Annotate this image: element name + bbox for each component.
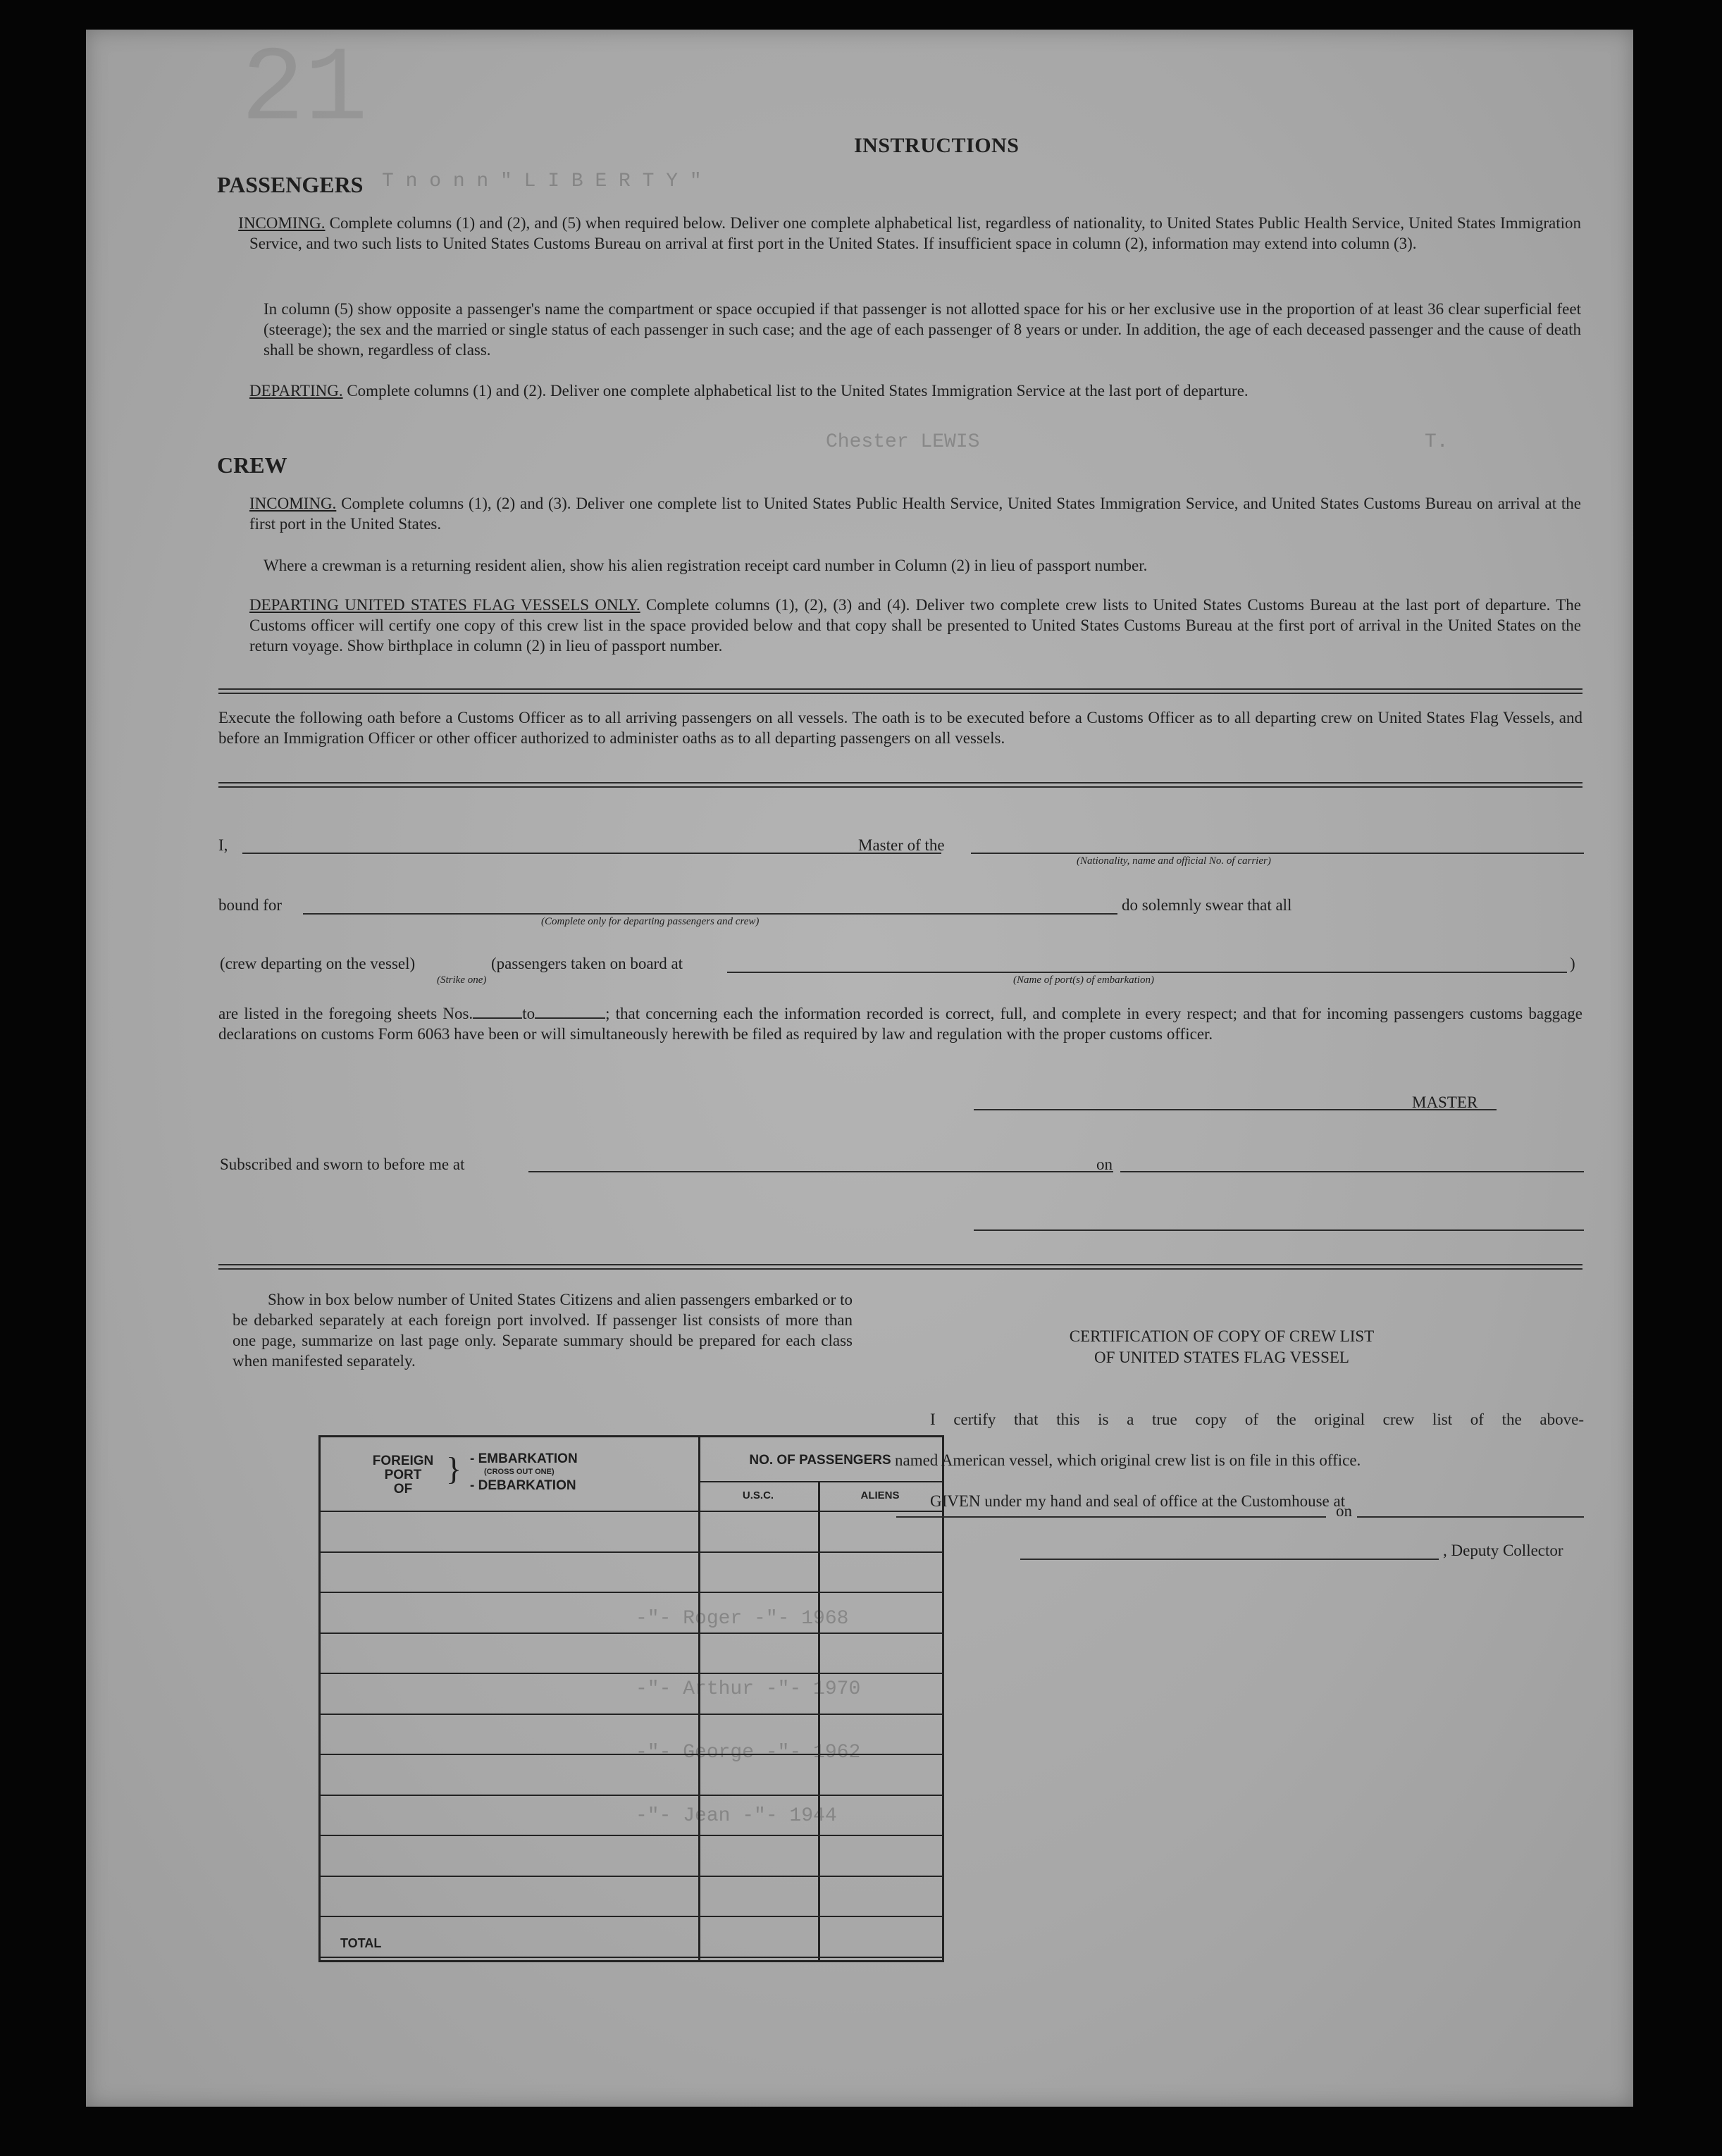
master-label: MASTER [1412,1094,1478,1111]
bleed-through-text: T n o n n " L I B E R T Y " [382,171,702,192]
page-title: INSTRUCTIONS [854,134,1020,157]
certification-date-field[interactable] [1357,1516,1584,1518]
sheets-text: ; that concerning each the information recorded is correct, full, and complete in every respect; and that for incoming passengers customs baggage declarations on customs Form 6063 have been or will simultaneously herewith be filed as required by law and regulation with the proper customs officer. [218,1005,1582,1043]
certification-text-2: named American vessel, which original crew list is on file in this office. [895,1451,1361,1469]
ports-caption: (Name of port(s) of embarkation) [1013,974,1154,986]
table-row-line [321,1916,942,1917]
table-row-line [321,1551,942,1553]
table-header-line [321,1511,942,1512]
passengers-departing-label: DEPARTING. [249,382,343,399]
passenger-summary-table [318,1435,944,1962]
deputy-collector-label: , Deputy Collector [1443,1542,1563,1559]
crew-departing-label: DEPARTING UNITED STATES FLAG VESSELS ONLY. [249,596,640,614]
bleed-through-text: 21 [241,31,368,151]
foreign-port-header [364,1454,442,1497]
table-column-divider [698,1437,700,1960]
embarkation-option[interactable]: - EMBARKATION [470,1451,578,1466]
debarkation-option[interactable]: - DEBARKATION [470,1478,576,1493]
bound-for-label: bound for [218,896,283,914]
destination-field[interactable] [303,913,1117,915]
crew-incoming-label: INCOMING. [249,495,337,512]
officer-signature-field[interactable] [974,1229,1584,1231]
aliens-header: ALIENS [860,1489,900,1501]
table-row-line [321,1835,942,1836]
customhouse-field[interactable] [896,1516,1326,1518]
bleed-through-text: -"- George -"- 1962 [636,1742,861,1764]
passengers-column5-text: In column (5) show opposite a passenger's name the compartment or space occupied if that passenger is not allotted space for his or her exclusive use in the proportion of at least 36 clear superficial feet (steerage); the sex and the married or single status of each passenger in such case; and the age of each passenger of 8 years or under. In addition, the age of each deceased passenger and the cause of death shall be shown, regardless of class. [264,300,1581,359]
carrier-caption: (Nationality, name and official No. of carrier) [1077,855,1271,867]
solemnly-swear-label: do solemnly swear that all [1122,896,1292,914]
sworn-date-field[interactable] [1120,1171,1584,1172]
crew-resident-text: Where a crewman is a returning resident alien, show his alien registration receipt card number in Column (2) in lieu of passport number. [264,557,1148,574]
strike-caption: (Strike one) [437,974,487,986]
cross-out-caption: (CROSS OUT ONE) [484,1468,555,1476]
certification-on-label: on [1336,1502,1352,1520]
sheets-paragraph [218,1003,1582,1044]
sheet-to-field[interactable] [535,1005,605,1019]
carrier-field[interactable] [971,853,1584,854]
passengers-incoming-text: Complete columns (1) and (2), and (5) when required below. Deliver one complete alphabetical list, regardless of nationality, to United States Public Health Service, United States Immigration Service, and two such lists to United States Customs Bureau on arrival at first port in the United States. If insufficient space in column (2), information may extend into column (3). [249,214,1582,252]
crew-incoming-text: Complete columns (1), (2) and (3). Deliver one complete list to United States Public Health Service, United States Immigration Service, and United States Customs Bureau on arrival at the first port in the United States. [249,495,1582,533]
crew-incoming-paragraph [249,493,1581,534]
crew-heading: CREW [217,452,287,478]
total-label: TOTAL [340,1936,382,1950]
no-of-passengers-header: NO. OF PASSENGERS [749,1453,891,1468]
subscribed-label: Subscribed and sworn to before me at [220,1156,465,1173]
divider [218,688,1582,694]
master-name-field[interactable] [242,853,941,854]
table-row-line [321,1673,942,1674]
document-page [86,30,1633,2107]
master-of-label: Master of the [858,836,945,854]
sheet-from-field[interactable] [473,1005,522,1019]
deputy-signature-field[interactable] [1020,1559,1439,1560]
certification-heading-line1: CERTIFICATION OF COPY OF CREW LIST [1069,1327,1375,1345]
table-row-line [321,1633,942,1634]
divider [218,1264,1582,1270]
table-column-divider [818,1481,820,1960]
certification-given: GIVEN under my hand and seal of office at the Customhouse at [930,1492,1346,1510]
usc-header: U.S.C. [742,1489,774,1501]
certification-heading-line2: OF UNITED STATES FLAG VESSEL [1094,1349,1349,1366]
bound-caption: (Complete only for departing passengers and crew) [541,916,760,927]
oath-i-label: I, [218,836,228,854]
oath-intro: Execute the following oath before a Customs Officer as to all arriving passengers on all vessels. The oath is to be executed before a Customs Officer as to all departing crew on United States Flag Vessels, and before an Immigration Officer or other officer authorized to administer oaths as to all departing passengers on all vessels. [218,709,1582,747]
table-row-line [321,1876,942,1877]
certification-text-1: I certify that this is a true copy of the original crew list of the above- [930,1411,1584,1428]
passengers-departing-paragraph [249,380,1581,401]
passengers-departing-text: Complete columns (1) and (2). Deliver one complete alphabetical list to the United States Immigration Service at the last port of departure. [347,382,1249,399]
table-subheader-line [698,1481,942,1482]
sworn-place-field[interactable] [528,1171,1113,1172]
bleed-through-text: T. [1425,431,1449,453]
bleed-through-text: Chester LEWIS [826,431,980,453]
crew-departing-text: Complete columns (1), (2), (3) and (4). Deliver two complete crew lists to United States Customs Bureau at the last port of departure. The Customs officer will certify one copy of this crew list in the space provided below and that copy shall be presented to United States Customs Bureau at the first port of arrival in the United States on the return voyage. Show birthplace in column (2) in lieu of passport number. [249,596,1581,655]
bleed-through-text: -"- Roger -"- 1968 [636,1608,849,1630]
sworn-on-label: on [1096,1156,1113,1173]
passengers-incoming-label: INCOMING. [238,214,326,232]
passengers-taken-option[interactable]: (passengers taken on board at [491,955,683,972]
passengers-incoming-paragraph [238,213,1582,254]
bleed-through-text: -"- Arthur -"- 1970 [636,1678,861,1700]
foreign-port-header-line: PORT [384,1468,422,1482]
table-row-line [321,1754,942,1755]
close-paren: ) [1570,955,1575,972]
bleed-through-text: -"- Jean -"- 1944 [636,1805,837,1827]
foreign-port-header-line: OF [393,1482,413,1497]
crew-departing-option[interactable]: (crew departing on the vessel) [220,955,416,972]
table-row-line [321,1957,942,1958]
table-row-line [321,1795,942,1796]
foreign-port-header-line: FOREIGN [372,1454,434,1468]
divider [218,782,1582,788]
crew-departing-paragraph [249,595,1581,656]
sheets-prefix: are listed in the foregoing sheets Nos. [218,1005,473,1022]
table-row-line [321,1592,942,1593]
embarkation-ports-field[interactable] [727,972,1567,973]
sheets-to-label: to [522,1005,535,1022]
table-row-line [321,1714,942,1715]
summary-instructions: Show in box below number of United States Citizens and alien passengers embarked or to be debarked separately at each foreign port involved. If passenger list consists of more than one page, summarize on last page only. Separate summary should be prepared for each class when manifested separately. [233,1291,853,1370]
passengers-heading: PASSENGERS [217,172,364,197]
brace-icon: } [446,1451,462,1487]
